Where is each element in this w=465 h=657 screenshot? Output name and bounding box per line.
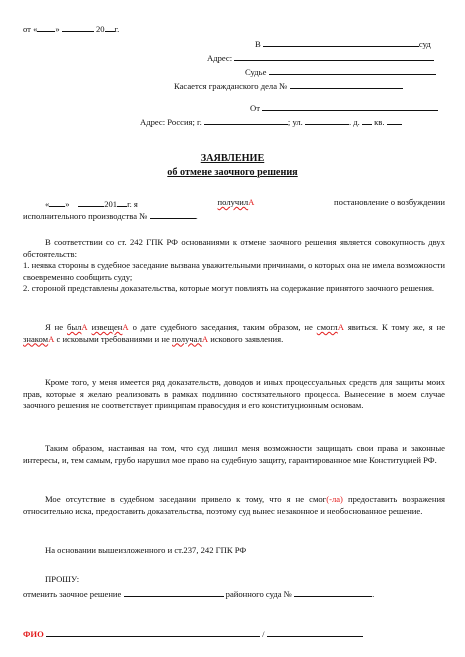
enforcement-number-blank (150, 209, 196, 219)
fio-label: ФИО (23, 629, 44, 639)
paragraph-rights: Таким образом, настаивая на том, что суд лишил меня возможности защищать свои права и законные интересы, и, тем самым, грубо нарушил мое право на судебную защиту, гарантированное мне Конституцией РФ. (23, 443, 445, 465)
case-line: Касается гражданского дела № (174, 79, 403, 93)
document-title: ЗАЯВЛЕНИЕ (200, 153, 265, 164)
court-line: В суд (255, 39, 431, 49)
paragraph-received: « » 201 г. я получилА постановление о возбуждении (45, 197, 445, 209)
date-day-blank (37, 22, 55, 32)
court-address-line: Адрес: (207, 51, 434, 65)
from-blank (262, 101, 438, 111)
document-subtitle: об отмене заочного решения (167, 167, 298, 178)
street-blank (305, 115, 349, 125)
sender-address-line: Адрес: Россия; г. ; ул. . д. кв. (140, 115, 402, 129)
fio-blank (46, 627, 260, 637)
house-blank (362, 115, 372, 125)
date-year-blank (105, 22, 115, 32)
from-line: От (250, 101, 438, 115)
date-month-blank (62, 22, 94, 32)
request-line: отменить заочное решение районного суда № . (23, 589, 375, 599)
case-number-blank (290, 79, 403, 89)
city-blank (204, 115, 288, 125)
signature-blank (267, 627, 363, 637)
district-court-number-blank (294, 587, 372, 597)
paragraph-absence: Мое отсутствие в судебном заседании привело к тому, что я не смог(-ла) предоставить возражения относительно иска, предоставить доказательства, поэтому суд вынес незаконное и необоснованное решение. (23, 494, 445, 516)
judge-blank (269, 65, 436, 75)
signature-line: ФИО / (23, 627, 363, 641)
request-label: ПРОШУ: (45, 574, 80, 584)
apt-blank (387, 115, 402, 125)
paragraph-basis: На основании вышеизложенного и ст.237, 242 ГПК РФ (45, 545, 247, 555)
paragraph-not-notified: Я не былА извещенА о дате судебного заседания, таким образом, не смоглА явиться. К тому же, я не знакомА с исковыми требованиями и не получалА искового заявления. (23, 322, 446, 344)
paragraph-received-line2: исполнительного производства № . (23, 211, 198, 221)
grounds-item-2: 2. стороной представлены доказательства, которые могут повлиять на содержание принятого заочного решения. (23, 283, 435, 293)
paragraph-grounds: В соответствии со ст. 242 ГПК РФ основаниями к отмене заочного решения является совокупность двух обстоятельств: (23, 237, 445, 259)
judge-line: Судье (245, 65, 436, 79)
grounds-item-1: 1. неявка стороны в судебное заседание вызвана уважительными причинами, о которых она не имела возможности своевременно сообщить суду; (23, 260, 445, 282)
date-line: от « » 20 г. (23, 24, 120, 34)
court-name-blank (263, 37, 419, 47)
court-address-blank (234, 51, 434, 61)
decision-blank (124, 587, 224, 597)
paragraph-evidence: Кроме того, у меня имеется ряд доказательств, доводов и иных процессуальных средств для защиты моих прав, которые я желаю реализовать в рамках подлинно состязательного процесса. Вынесение в моем случае заочного решения не соответствует принципам правосудия и его конституционным основам. (23, 377, 445, 410)
